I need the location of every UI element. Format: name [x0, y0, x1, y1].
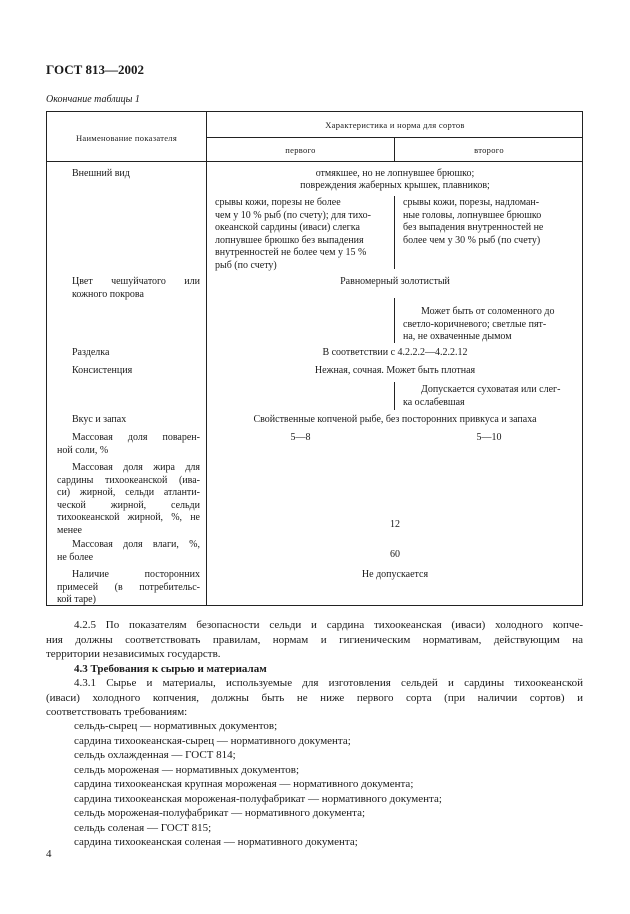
row-moisture-common: 60	[390, 549, 400, 560]
col-first-header: первого	[285, 145, 316, 155]
row-color-name: Цвет чешуйчатого или кожного покрова	[72, 276, 200, 300]
row-cutting-name: Разделка	[72, 347, 110, 358]
col-name-header: Наименование показателя	[75, 133, 178, 143]
header-divider	[207, 137, 583, 138]
indicators-table	[46, 111, 583, 606]
sort-divider-consistency	[394, 382, 395, 410]
row-appearance-common-2: повреждения жаберных крышек, плавников;	[300, 180, 490, 191]
list-item: сардина тихоокеанская-сырец — нормативного документа;	[74, 734, 351, 747]
row-appearance-first: срывы кожи, порезы не более чем у 10 % рыб (по счету); для тихо- океанской сардины (иваси) слегка лопнувшее брюшко без выпадения внутренностей не более чем у 15 % рыб (по счету)	[215, 197, 372, 271]
row-consistency-common: Нежная, сочная. Может быть плотная	[314, 365, 476, 376]
list-item: сельдь охлажденная — ГОСТ 814;	[74, 749, 236, 761]
row-consistency-second: Допускается суховатая или слег- ка ослабевшая	[403, 384, 561, 408]
row-color-common: Равномерный золотистый	[340, 276, 450, 287]
list-item: сельдь мороженая-полуфабрикат — нормативного документа;	[74, 807, 366, 819]
row-fat-common: 12	[390, 519, 400, 530]
row-appearance-common-1: отмякшее, но не лопнувшее брюшко;	[315, 168, 475, 179]
row-moisture-name: Массовая доля влаги, %, не более	[57, 539, 200, 563]
col-second-header: второго	[474, 145, 504, 155]
page-number: 4	[46, 848, 52, 860]
row-taste-common: Свойственные копченой рыбе, без посторонних привкуса и запаха	[253, 414, 537, 425]
row-salt-second: 5—10	[476, 432, 502, 443]
row-consistency-name: Консистенция	[72, 365, 133, 376]
list-item: сардина тихоокеанская крупная мороженая — нормативного документа;	[74, 778, 414, 790]
list-item: сардина тихоокеанская мороженая-полуфабрикат — нормативного документа;	[74, 792, 442, 805]
table-caption: Окончание таблицы 1	[46, 94, 140, 105]
row-salt-name: Массовая доля поварен- ной соли, %	[57, 432, 200, 456]
list-item: сельдь соленая — ГОСТ 815;	[74, 821, 212, 834]
sort-divider-color	[394, 298, 395, 343]
header-bottom-rule	[47, 161, 582, 162]
row-fat-name: Массовая доля жира для сардины тихоокеанской (ива- си) жирной, сельди атланти- ческой жирной, сельди тихоокеанской жирной, %, не менее	[57, 462, 200, 536]
requirements-list	[74, 719, 442, 850]
row-impurities-name: Наличие посторонних примесей (в потребительс- кой таре)	[57, 569, 200, 605]
row-cutting-common: В соответствии с 4.2.2.2—4.2.2.12	[322, 347, 468, 358]
row-taste-name: Вкус и запах	[72, 414, 127, 425]
paragraph-4-2-5: 4.2.5 По показателям безопасности сельди и сардина тихоокеанская (иваси) холодного копче- ния должны соответствовать правилам, нормам и гигиеническим нормативам, действующим на территории независимых государств.	[46, 619, 583, 660]
col-group-header: Характеристика и норма для сортов	[325, 120, 465, 130]
list-item: сельдь-сырец — нормативных документов;	[74, 720, 278, 732]
list-item: сельдь мороженая — нормативных документов;	[74, 763, 300, 776]
section-heading-4-3: 4.3 Требования к сырью и материалам	[74, 663, 267, 675]
sort-divider-appearance	[394, 196, 395, 269]
paragraph-4-3-1: 4.3.1 Сырье и материалы, используемые для изготовления сельдей и сардины тихоокеанской (иваси) холодного копчения, должны быть не ниже первого сорта (при наличии сортов) и соответствовать требованиям:	[46, 677, 583, 718]
row-appearance-name: Внешний вид	[72, 168, 130, 179]
row-salt-first: 5—8	[290, 432, 311, 443]
row-appearance-second: срывы кожи, порезы, надломан- ные головы, лопнувшее брюшко без выпадения внутренностей не более чем у 30 % рыб (по счету)	[403, 197, 544, 246]
list-item: сардина тихоокеанская соленая — нормативного документа;	[74, 836, 358, 848]
page-header: ГОСТ 813—2002	[46, 62, 145, 77]
row-impurities-common: Не допускается	[361, 569, 429, 580]
row-color-second: Может быть от соломенного до светло-коричневого; светлые пят- на, не охваченные дымом	[403, 306, 555, 342]
